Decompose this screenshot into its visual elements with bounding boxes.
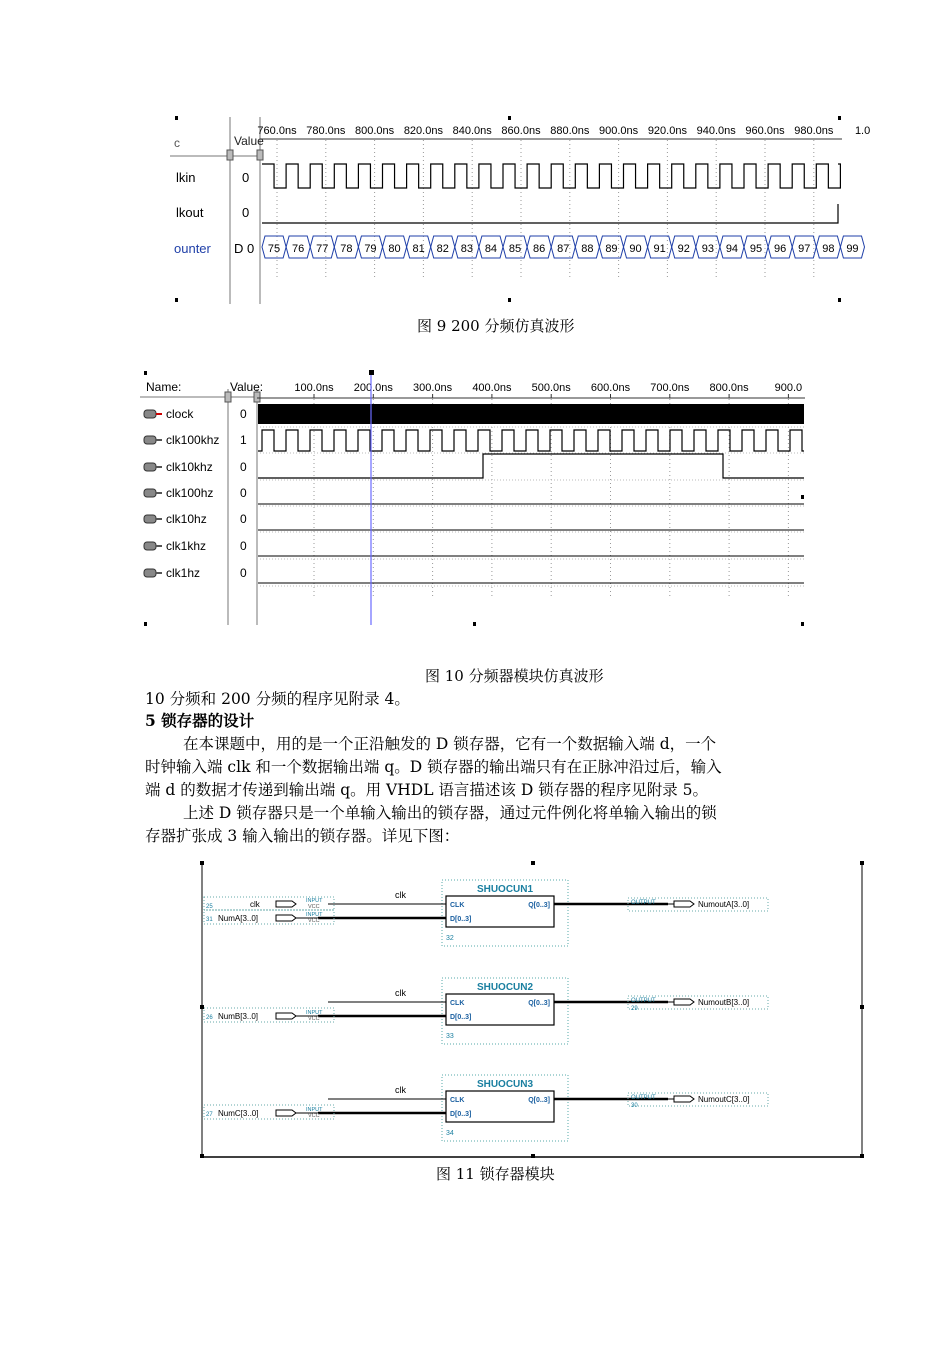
fig9-counter-value: 96 xyxy=(774,243,787,255)
latch-name: SHUOCUN2 xyxy=(476,982,534,993)
fig10-signal-name: clk1khz xyxy=(166,539,207,553)
input-label: NumA[3..0] xyxy=(218,914,259,923)
fig10-signal-value: 0 xyxy=(240,460,247,474)
text-line-appendix4: 10 分频和 200 分频的程序见附录 4。 xyxy=(145,690,410,708)
clk-input-pin xyxy=(204,897,334,910)
fig9-counter-value: 83 xyxy=(460,243,473,255)
fig9-counter-value: 81 xyxy=(412,243,425,255)
fig10-time-tick: 200.0ns xyxy=(353,382,393,394)
fig9-time-tick: 820.0ns xyxy=(403,125,443,137)
input-label: NumB[3..0] xyxy=(218,1012,259,1021)
svg-text:VCC: VCC xyxy=(308,904,320,910)
d-port: D[0..3] xyxy=(450,1111,472,1118)
fig10-signal-value: 1 xyxy=(240,433,247,447)
clk-net-label: clk xyxy=(395,1085,406,1095)
fig9-counter-value: 80 xyxy=(388,243,401,255)
section-heading: 5 锁存器的设计 xyxy=(145,711,255,730)
paragraph-2-line-1: 上述 D 锁存器只是一个单输入输出的锁存器，通过元件例化将单输入输出的锁 xyxy=(183,804,717,822)
fig9-counter-value: 75 xyxy=(267,243,281,255)
fig10-time-tick: 400.0ns xyxy=(472,382,512,394)
fig11-caption: 图 11 锁存器模块 xyxy=(436,1165,555,1183)
svg-text:26: 26 xyxy=(206,1015,213,1021)
fig10-time-tick: 100.0ns xyxy=(294,382,334,394)
fig10-signal-value: 0 xyxy=(240,566,247,580)
fig9-time-tick: 980.0ns xyxy=(794,125,834,137)
instance-number: 33 xyxy=(446,1033,454,1040)
fig10-signal-value: 0 xyxy=(240,407,247,421)
fig9-time-tick: 1.0 xyxy=(854,125,871,137)
fig9-counter-value: 77 xyxy=(316,243,329,255)
latch-name: SHUOCUN3 xyxy=(476,1079,534,1090)
svg-text:29: 29 xyxy=(631,1006,638,1012)
fig9-clkin-wave xyxy=(262,164,840,188)
fig10-clock-wave xyxy=(258,404,804,424)
input-pin xyxy=(204,1008,334,1022)
latch-block-1 xyxy=(204,880,768,946)
fig9-name-header: c xyxy=(174,136,180,150)
fig9-counter-value: 88 xyxy=(581,243,594,255)
fig9-value-header: Value xyxy=(234,134,264,148)
fig10-value-header: Value: xyxy=(230,380,264,394)
fig9-time-tick: 960.0ns xyxy=(745,125,785,137)
paragraph-2-line-2: 存器扩张成 3 输入输出的锁存器。详见下图： xyxy=(145,827,460,845)
svg-text:INPUT: INPUT xyxy=(306,1107,323,1113)
signal-pin-icon xyxy=(144,436,162,444)
svg-text:VCC: VCC xyxy=(308,918,320,924)
fig10-signal-name: clk10hz xyxy=(166,512,207,526)
fig9-waveform xyxy=(170,112,871,307)
fig10-signal-value: 0 xyxy=(240,539,247,553)
fig10-waveform xyxy=(140,367,815,631)
fig9-counter-value: 89 xyxy=(605,243,618,255)
fig10-signal-value: 0 xyxy=(240,486,247,500)
instance-number: 32 xyxy=(446,935,454,942)
fig10-time-tick: 600.0ns xyxy=(590,382,631,394)
fig10-signal-value: 0 xyxy=(240,512,247,526)
clk-port: CLK xyxy=(450,1097,465,1104)
fig10-time-tick: 500.0ns xyxy=(531,382,571,394)
output-pin xyxy=(628,898,768,911)
q-port: Q[0..3] xyxy=(528,1000,550,1007)
fig9-counter-value: 86 xyxy=(533,243,546,255)
signal-pin-icon xyxy=(144,489,162,497)
svg-text:25: 25 xyxy=(206,904,213,910)
fig10-time-tick: 300.0ns xyxy=(413,382,453,394)
clk-input-label: clk xyxy=(250,900,260,909)
fig9-counter-value: 95 xyxy=(749,243,763,255)
signal-pin-icon xyxy=(144,463,162,471)
clk-port: CLK xyxy=(450,1000,465,1007)
output-label: NumoutC[3..0] xyxy=(698,1095,750,1104)
fig9-value-clkout: 0 xyxy=(242,205,250,220)
svg-text:VCC: VCC xyxy=(308,1113,320,1119)
output-label: NumoutA[3..0] xyxy=(698,900,750,909)
fig9-counter-value: 97 xyxy=(798,243,811,255)
fig9-counter-value: 79 xyxy=(364,243,377,255)
latch-block-2 xyxy=(204,978,768,1044)
clk-port: CLK xyxy=(450,902,465,909)
fig9-time-tick: 920.0ns xyxy=(647,125,687,137)
fig9-time-tick: 800.0ns xyxy=(355,125,395,137)
fig9-value-clkin: 0 xyxy=(242,170,250,185)
svg-text:31: 31 xyxy=(206,917,213,923)
instance-number: 34 xyxy=(446,1130,454,1137)
svg-text:27: 27 xyxy=(206,1112,213,1118)
fig11-latch-schematic xyxy=(198,858,870,1162)
svg-text:30: 30 xyxy=(631,1103,638,1109)
d-port: D[0..3] xyxy=(450,916,472,923)
fig9-signal-counter: ounter xyxy=(174,241,211,256)
latch-name: SHUOCUN1 xyxy=(476,884,534,895)
signal-pin-icon xyxy=(144,515,162,523)
fig9-time-tick: 860.0ns xyxy=(501,125,541,137)
clk-net-label: clk xyxy=(395,988,406,998)
signal-pin-icon xyxy=(144,542,162,550)
fig9-value-counter: D 0 xyxy=(234,241,255,256)
paragraph-1-line-3: 端 d 的数据才传递到输出端 q。用 VHDL 语言描述该 D 锁存器的程序见附录 5。 xyxy=(145,781,708,799)
svg-text:INPUT: INPUT xyxy=(306,1010,323,1016)
fig10-time-tick: 700.0ns xyxy=(650,382,690,394)
fig9-clkout-wave xyxy=(262,204,838,223)
fig10-clk100khz-wave xyxy=(258,430,804,451)
fig9-counter-value: 82 xyxy=(436,243,449,255)
fig9-time-tick: 900.0ns xyxy=(599,125,639,137)
fig9-counter-value: 99 xyxy=(846,243,859,255)
fig9-signal-clkin: lkin xyxy=(176,170,196,185)
fig9-counter-value: 84 xyxy=(484,243,498,255)
output-pin xyxy=(628,1093,768,1109)
d-port: D[0..3] xyxy=(450,1014,472,1021)
svg-text:INPUT: INPUT xyxy=(306,898,323,904)
q-port: Q[0..3] xyxy=(528,902,550,909)
fig10-clk10khz-wave xyxy=(258,454,804,478)
fig9-signal-clkout: lkout xyxy=(176,205,204,220)
output-pin xyxy=(628,996,768,1012)
fig9-time-tick: 940.0ns xyxy=(696,125,736,137)
fig9-counter-value: 87 xyxy=(557,243,570,255)
fig9-counter-value: 94 xyxy=(725,243,739,255)
fig10-name-header: Name: xyxy=(146,380,182,394)
fig9-time-tick: 840.0ns xyxy=(452,125,492,137)
fig10-caption: 图 10 分频器模块仿真波形 xyxy=(425,667,604,685)
fig10-signal-name: clk1hz xyxy=(166,566,201,580)
fig10-signal-name: clk10khz xyxy=(166,460,213,474)
input-pin xyxy=(204,910,334,924)
svg-text:OUTPUT: OUTPUT xyxy=(631,998,656,1004)
fig9-counter-value: 85 xyxy=(508,243,522,255)
signal-pin-icon xyxy=(144,410,162,418)
output-label: NumoutB[3..0] xyxy=(698,998,750,1007)
fig10-time-tick: 800.0ns xyxy=(709,382,749,394)
paragraph-1-line-2: 时钟输入端 clk 和一个数据输出端 q。D 锁存器的输出端只有在正脉冲沿过后，输入 xyxy=(145,758,722,776)
latch-block-3 xyxy=(204,1075,768,1141)
svg-text:OUTPUT: OUTPUT xyxy=(631,1095,656,1101)
fig10-signal-name: clk100khz xyxy=(166,433,220,447)
signal-pin-icon xyxy=(144,569,162,577)
fig9-counter-value: 93 xyxy=(701,243,714,255)
fig9-time-tick: 880.0ns xyxy=(550,125,590,137)
clk-net-label: clk xyxy=(395,890,406,900)
fig10-signal-name: clk100hz xyxy=(166,486,214,500)
fig9-counter-value: 76 xyxy=(292,243,305,255)
fig9-counter-value: 90 xyxy=(629,243,642,255)
fig10-time-tick: 900.0 xyxy=(774,382,803,394)
svg-text:VCC: VCC xyxy=(308,1016,320,1022)
fig9-caption: 图 9 200 分频仿真波形 xyxy=(417,317,575,335)
svg-text:OUTPUT: OUTPUT xyxy=(631,900,656,906)
fig9-counter-value: 98 xyxy=(822,243,835,255)
svg-text:INPUT: INPUT xyxy=(306,912,323,918)
fig9-counter-value: 78 xyxy=(340,243,353,255)
q-port: Q[0..3] xyxy=(528,1097,550,1104)
fig9-counter-value: 92 xyxy=(677,243,690,255)
paragraph-1-line-1: 在本课题中，用的是一个正沿触发的 D 锁存器，它有一个数据输入端 d，一个 xyxy=(183,735,717,753)
fig10-signal-name: clock xyxy=(166,407,194,421)
fig9-counter-value: 91 xyxy=(653,243,666,255)
input-pin xyxy=(204,1105,334,1119)
fig9-time-tick: 760.0ns xyxy=(257,125,297,137)
fig9-time-tick: 780.0ns xyxy=(306,125,346,137)
input-label: NumC[3..0] xyxy=(218,1109,259,1118)
